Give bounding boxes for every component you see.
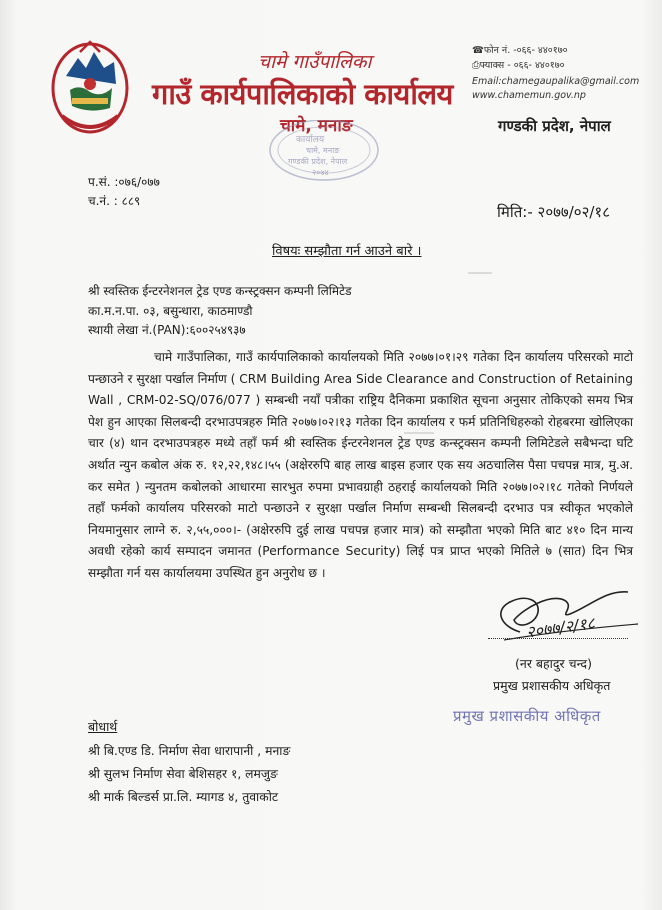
email-address: Email:chamegaupalika@gmail.com <box>472 76 640 87</box>
stamp-line-3: गण्डकी प्रदेश, नेपाल <box>288 157 348 166</box>
office-name: गाउँ कार्यपालिकाको कार्यालय <box>152 77 453 111</box>
stamp-line-1: कार्यालय <box>296 135 325 145</box>
recipient-pan: स्थायी लेखा नं.(PAN):६००२५४९३७ <box>88 323 246 337</box>
fiscal-year-ref: प.सं. :०७६/०७७ <box>88 175 160 189</box>
phone-icon: ☎ <box>472 45 484 56</box>
fax-line <box>472 58 565 71</box>
cc-item: श्री मार्क बिल्डर्स प्रा.लि. म्यागड ४, तुवाकोट <box>88 790 279 804</box>
subject-line: विषयः सम्झौता गर्न आउने बारे । <box>272 244 422 259</box>
phone-number: फोन नं. -०६६- ४४०१७० <box>483 45 568 56</box>
signer-name: (नर बहादुर चन्द) <box>515 656 592 671</box>
province-name: गण्डकी प्रदेश, नेपाल <box>498 117 611 135</box>
cc-item: श्री सुलभ निर्माण सेवा बेशिसहर १, लमजुङ <box>88 767 278 781</box>
signature-date: २०७७/२/१८ <box>525 613 597 642</box>
cc-heading: बोधार्थ <box>88 719 118 734</box>
rural-municipality-name: चामे गाउँपालिका <box>258 51 372 73</box>
stray-mark <box>404 432 434 434</box>
nepal-emblem-icon <box>50 38 130 138</box>
stamp-line-4: २०७४ <box>312 168 329 177</box>
signature-line <box>488 638 628 639</box>
cc-item: श्री बि.एण्ड डि. निर्माण सेवा धारापानी , मनाङ <box>88 744 291 758</box>
signer-title: प्रमुख प्रशासकीय अधिकृत <box>493 678 611 693</box>
phone-line <box>472 43 568 56</box>
official-seal: प्रमुख प्रशासकीय अधिकृत <box>453 707 601 725</box>
letter-date: मिति:- २०७७/०२/१८ <box>497 203 611 221</box>
recipient-address: का.म.न.पा. ०३, बसुन्धारा, काठमाण्डौ <box>88 304 253 318</box>
website-address: www.chamemun.gov.np <box>472 90 586 101</box>
dispatch-number: च.नं. : ८८९ <box>88 194 141 208</box>
fax-number: फ्याक्स - ०६६- ४४०१७० <box>479 60 565 71</box>
fax-icon: ⎙ <box>472 60 480 71</box>
office-location: चामे, मनाङ <box>280 116 353 136</box>
stray-mark <box>468 272 492 274</box>
letter-body: चामे गाउँपालिका, गाउँ कार्यपालिकाको कार्यालयको मिति २०७७।०१।२९ गतेका दिन कार्यालय परिसरको माटो पन्छाउने र सुरक्षा पर्खाल निर्माण ( CRM Building Area Side Clearance and Construction of Retaining Wall , CRM-02-SQ/076/077 ) सम्बन्धी नयाँ पत्रीका राष्ट्रिय दैनिकमा प्रकाशित सूचना अनुसार तोकिएको समय भित्र पेश हुन आएका सिलबन्दी दरभाउपत्रहरु मिति २०७७।०२।१३ गतेका दिन कार्यालय र फर्म प्रतिनिधिहरुको रोहबरमा खोलिएका चार (४) थान दरभाउपत्रहरु मध्ये तहाँ फर्म श्री स्वस्तिक ईन्टरनेशनल ट्रेड एण्ड कन्स्ट्रक्सन कम्पनी लिमिटेडले सबैभन्दा घटि अर्थात न्युन कबोल अंक रु. १२,२२,१४८।५५ (अक्षेररुपि बाह लाख बाइस हजार एक सय अठचालिस पैसा पचपन्न मात्र, मु.अ. कर समेत ) न्युनतम कबोलको आधारमा सारभुत रुपमा प्रभावग्राही ठहराई कार्यालयको मिति २०७७।०२।१८ गतेको निर्णयले तहाँ फर्मको कार्यालय परिसरको माटो पन्छाउने र सुरक्षा पर्खाल निर्माण सम्बन्धी सिलबन्दी दरभाउ पत्र स्वीकृत भएकोले नियमानुसार लाग्ने रु. २,५५,०००।- (अक्षेररुपि दुई लाख पचपन्न हजार मात्र) को सम्झौता भएको मिति बाट ४१० दिन मान्य अवधी रहेको कार्य सम्पादन जमानत (Performance Security) लिई पत्र प्राप्त भएको मितिले ७ (सात) दिन भित्र सम्झौता गर्न यस कार्यालयमा उपस्थित हुन अनुरोध छ । <box>88 350 633 580</box>
stamp-line-2: चामे, मनाङ <box>306 146 340 155</box>
recipient-name: श्री स्वस्तिक ईन्टरनेशनल ट्रेड एण्ड कन्स्ट्रक्सन कम्पनी लिमिटेड <box>88 284 352 298</box>
